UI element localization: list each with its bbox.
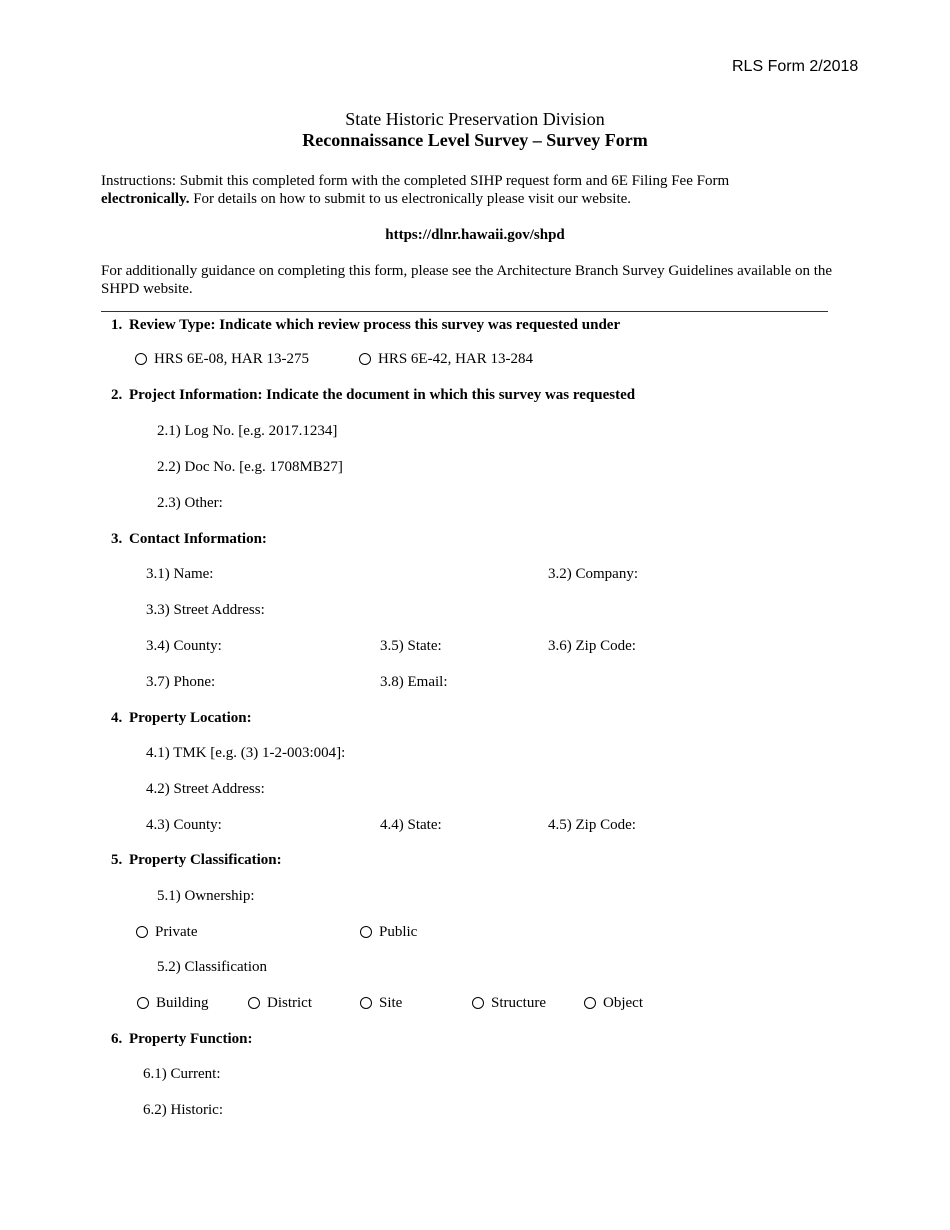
section-5-number: 5. (111, 852, 123, 868)
contact-email-field: 3.8) Email: (380, 674, 448, 690)
radio-icon[interactable] (584, 997, 596, 1009)
section-6-number: 6. (111, 1031, 123, 1047)
contact-street-field: 3.3) Street Address: (146, 602, 265, 618)
section-6-title: Property Function: (129, 1031, 253, 1047)
section-3-title: Contact Information: (129, 531, 267, 547)
section-2-number: 2. (111, 387, 123, 403)
class-object-option[interactable] (584, 994, 643, 1012)
ownership-public-option[interactable] (360, 923, 417, 941)
review-option-1[interactable] (135, 350, 309, 368)
radio-icon[interactable] (248, 997, 260, 1009)
guidance-text: For additionally guidance on completing this form, please see the Architecture Branch Survey Guidelines available on the SHPD website. (101, 263, 833, 297)
section-5-heading (111, 851, 282, 869)
instructions-text-2: For details on how to submit to us electronically please visit our website. (189, 191, 632, 207)
section-2-title: Project Information: Indicate the document in which this survey was requested (129, 387, 636, 403)
class-district-label: District (267, 995, 312, 1011)
contact-county-field: 3.4) County: (146, 638, 222, 654)
class-building-label: Building (156, 995, 209, 1011)
class-object-label: Object (603, 995, 643, 1011)
function-current-field: 6.1) Current: (143, 1066, 221, 1082)
class-site-option[interactable] (360, 994, 402, 1012)
section-1-number: 1. (111, 317, 123, 333)
instructions-bold: electronically. (101, 191, 190, 207)
class-district-option[interactable] (248, 994, 312, 1012)
review-option-2[interactable] (359, 350, 533, 368)
radio-icon[interactable] (136, 926, 148, 938)
property-street-field: 4.2) Street Address: (146, 781, 265, 797)
class-site-label: Site (379, 995, 403, 1011)
divider (101, 311, 828, 312)
other-field: 2.3) Other: (157, 495, 223, 511)
radio-icon[interactable] (472, 997, 484, 1009)
section-3-heading (111, 530, 267, 548)
contact-company-field: 3.2) Company: (548, 566, 638, 582)
log-no-field: 2.1) Log No. [e.g. 2017.1234] (157, 423, 338, 439)
form-id: RLS Form 2/2018 (732, 58, 859, 75)
ownership-label: 5.1) Ownership: (157, 888, 255, 904)
section-6-heading (111, 1030, 252, 1048)
class-building-option[interactable] (137, 994, 209, 1012)
contact-state-field: 3.5) State: (380, 638, 442, 654)
review-option-2-label: HRS 6E-42, HAR 13-284 (378, 351, 534, 367)
tmk-field: 4.1) TMK [e.g. (3) 1-2-003:004]: (146, 745, 346, 761)
website-link[interactable]: https://dlnr.hawaii.gov/shpd (385, 227, 565, 243)
section-1-title: Review Type: Indicate which review process this survey was requested under (129, 317, 621, 333)
page-title: Reconnaissance Level Survey – Survey Form (302, 130, 648, 150)
radio-icon[interactable] (359, 353, 371, 365)
review-option-1-label: HRS 6E-08, HAR 13-275 (154, 351, 310, 367)
doc-no-field: 2.2) Doc No. [e.g. 1708MB27] (157, 459, 343, 475)
class-structure-label: Structure (491, 995, 546, 1011)
agency-name: State Historic Preservation Division (345, 109, 605, 129)
ownership-private-option[interactable] (136, 923, 198, 941)
section-2-heading (111, 386, 635, 404)
radio-icon[interactable] (360, 997, 372, 1009)
section-4-title: Property Location: (129, 710, 252, 726)
section-1-heading (111, 316, 620, 334)
classification-label: 5.2) Classification (157, 959, 267, 975)
class-structure-option[interactable] (472, 994, 546, 1012)
radio-icon[interactable] (135, 353, 147, 365)
radio-icon[interactable] (360, 926, 372, 938)
contact-phone-field: 3.7) Phone: (146, 674, 216, 690)
radio-icon[interactable] (137, 997, 149, 1009)
section-5-title: Property Classification: (129, 852, 282, 868)
property-zip-field: 4.5) Zip Code: (548, 817, 636, 833)
section-3-number: 3. (111, 531, 123, 547)
ownership-public-label: Public (379, 924, 418, 940)
section-4-heading (111, 709, 252, 727)
instructions (101, 172, 851, 208)
section-4-number: 4. (111, 710, 123, 726)
instructions-text: Instructions: Submit this completed form with the completed SIHP request form and 6E Filing Fee Form (101, 173, 730, 189)
property-state-field: 4.4) State: (380, 817, 442, 833)
property-county-field: 4.3) County: (146, 817, 222, 833)
function-historic-field: 6.2) Historic: (143, 1102, 223, 1118)
contact-name-field: 3.1) Name: (146, 566, 214, 582)
contact-zip-field: 3.6) Zip Code: (548, 638, 636, 654)
ownership-private-label: Private (155, 924, 198, 940)
